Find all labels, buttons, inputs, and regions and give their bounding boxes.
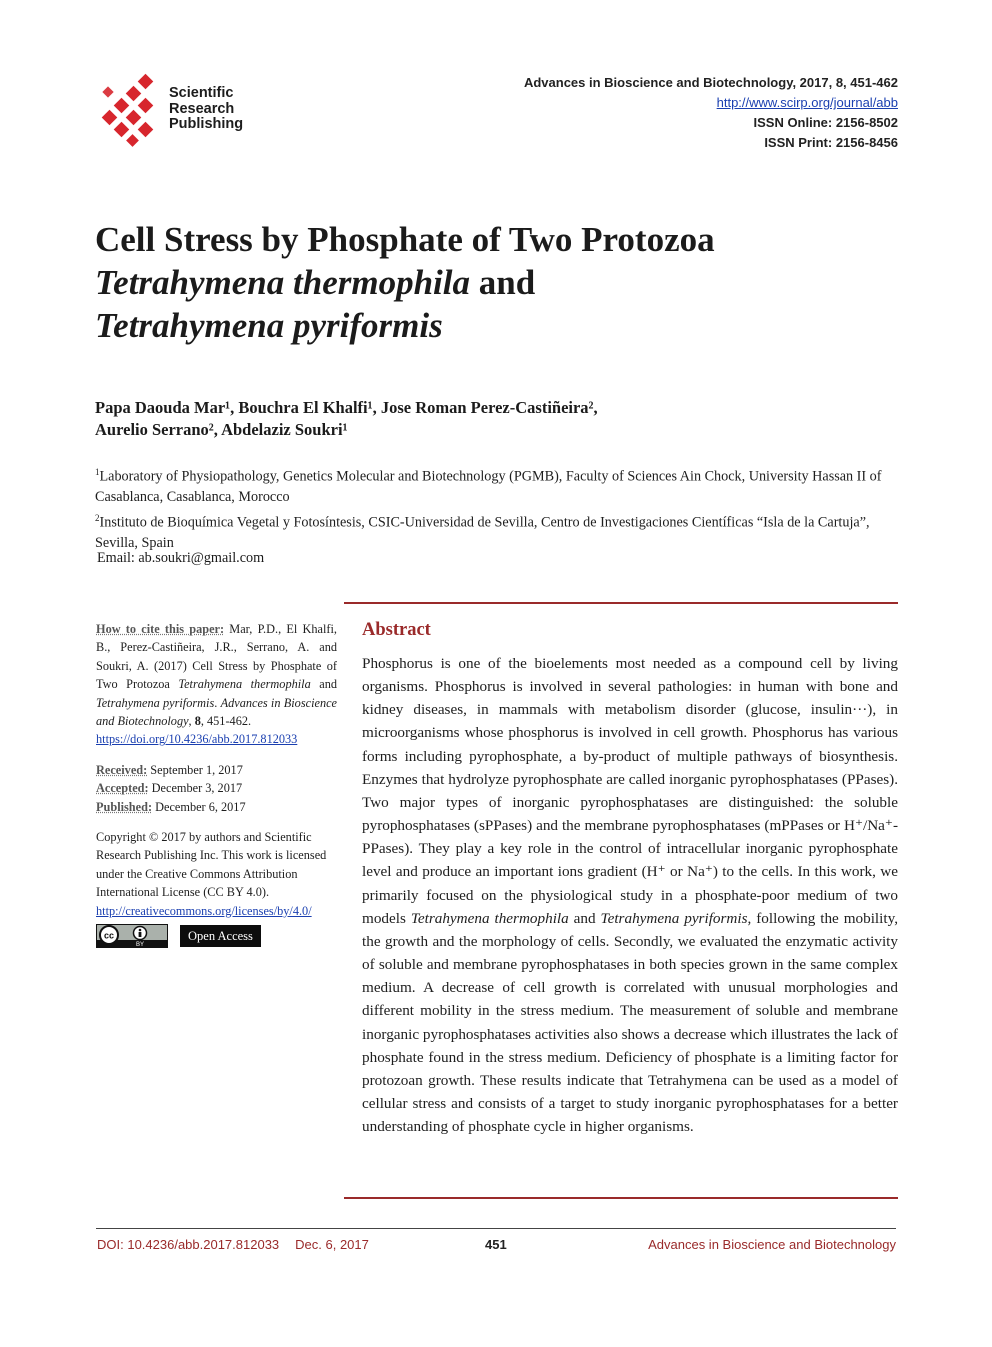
journal-url-link[interactable]: http://www.scirp.org/journal/abb [716,95,898,110]
cc-by-license-icon[interactable] [96,924,168,948]
article-dates: Received: September 1, 2017 Accepted: December 3, 2017 Published: December 6, 2017 [96,762,246,814]
journal-citation-line: Advances in Bioscience and Biotechnology, 2017, 8, 451-462 [523,75,898,90]
published-date: December 6, 2017 [152,799,246,814]
copyright-notice: Copyright © 2017 by authors and Scientific Research Publishing Inc. This work is licensed under the Creative Commons Attribution International License (CC BY 4.0). http://creativecommons.org/licenses/by/4.0/ [96,830,327,918]
title-species-1: Tetrahymena thermophila [95,263,471,302]
affiliations [95,462,895,553]
accepted-date: December 3, 2017 [148,781,243,796]
footer-date: Dec. 6, 2017 [295,1237,369,1252]
publisher-logo [96,72,256,148]
abstract-body: Phosphorus is one of the bioelements most needed as a compound cell by living organisms. Phosphorus is involved in several pathologies: in human with bone and kidney diseases, in mammals with metabolism disorder (glucose, insulin···), in microorganisms whose phosphorus is involved in cell growth. Phosphorus has various forms including pyrophosphate, a by-product of multiple pathways of biosynthesis. Enzymes that hydrolyze pyrophosphate are called inorganic pyrophosphatases (PPases). Two major types of inorganic pyrophosphatases are distinguished: the soluble pyrophosphatases (sPPases) and the membrane pyrophosphatases (mPPases or H⁺/Na⁺-PPases). They play a key role in the control of intracellular inorganic pyrophosphate level and produce an important ions gradient (H⁺ or Na⁺) to the cells. In this work, we primarily focused on the physiological study in a phosphate-poor medium of two models Tetrahymena thermophila and Tetrahymena pyriformis, following the mobility, the growth and the morphology of cells. Secondly, we evaluated the enzymatic activity of soluble and membrane pyrophosphatases in both species grown in the same complex medium. A decrease of cell growth is correlated with unusual morphologies and different mobility in the stress medium. The measurement of soluble and membrane inorganic pyrophosphatases activities also shows a decrease which illustrates the lack of phosphate found in the stress medium. Deficiency of phosphate is a limiting factor for protozoan growth. These results indicate that Tetrahymena can be used as a model of cellular stress and consists of a target to study inorganic pyrophosphatases for a better understanding of phosphate cycle in higher organisms. [362,655,898,1136]
open-access-badge: Open Access [180,925,261,947]
footer-rule [96,1228,896,1229]
authors [95,397,895,441]
affiliation-2-number: 2 [95,512,100,523]
license-link[interactable]: http://creativecommons.org/licenses/by/4.0/ [96,903,312,918]
abstract-top-rule [344,602,898,604]
publisher-diamond-icon [96,72,162,148]
received-date: September 1, 2017 [147,762,243,777]
affiliation-2: $^2$Instituto de Bioquímica Vegetal y Fotosíntesis, CSIC-Universidad de Sevilla, Centro de Investigaciones Científicas “Isla de la Cartuja”, Sevilla, Spain [95,512,870,551]
affiliation-1-number: 1 [95,467,100,477]
title-species-2: Tetrahymena pyriformis [95,306,443,345]
contact-email: Email: ab.soukri@gmail.com [97,550,265,566]
abstract-heading: Abstract [362,620,431,640]
footer-journal-name: Advances in Bioscience and Biotechnology [648,1237,896,1252]
issn-print: ISSN Print: 2156-8456 [764,135,898,150]
title-line-1: Cell Stress by Phosphate of Two Protozoa [95,220,715,259]
paper-title [95,218,895,347]
cite-doi-link[interactable]: https://doi.org/10.4236/abb.2017.812033 [96,732,298,747]
logo-line-2: Research [169,100,235,117]
issn-online: ISSN Online: 2156-8502 [753,115,898,130]
title-and: and [470,263,536,302]
footer-page-number: 451 [485,1237,507,1252]
affiliation-1: $^1$Laboratory of Physiopathology, Genetics Molecular and Biotechnology (PGMB), Faculty of Sciences Ain Chock, University Hassan II of Casablanca, Casablanca, Morocco [95,467,882,506]
abstract-bottom-rule [344,1197,898,1199]
authors-line-2: Aurelio Serrano², Abdelaziz Soukri¹ [95,420,348,439]
logo-line-3: Publishing [169,116,244,132]
how-to-cite: How to cite this paper: Mar, P.D., El Khalfi, B., Perez-Castiñeira, J.R., Serrano, A. and Soukri, A. (2017) Cell Stress by Phosphate of Two Protozoa Tetrahymena thermophila and Tetrahymena pyriformis. Advances in Bioscience and Biotechnology, 8, 451-462. https://doi.org/10.4236/abb.2017.812033 [96,622,338,747]
journal-meta [524,73,898,153]
authors-line-1: Papa Daouda Mar¹, Bouchra El Khalfi¹, Jose Roman Perez-Castiñeira², [95,398,598,417]
cite-label: How to cite this paper: [96,622,225,636]
article-info-sidebar [96,620,337,948]
cc-by-text: BY [135,942,145,948]
logo-line-1: Scientific [169,85,234,101]
footer-doi: DOI: 10.4236/abb.2017.812033 Dec. 6, 2017 [97,1237,369,1252]
cc-text: cc [103,930,115,941]
